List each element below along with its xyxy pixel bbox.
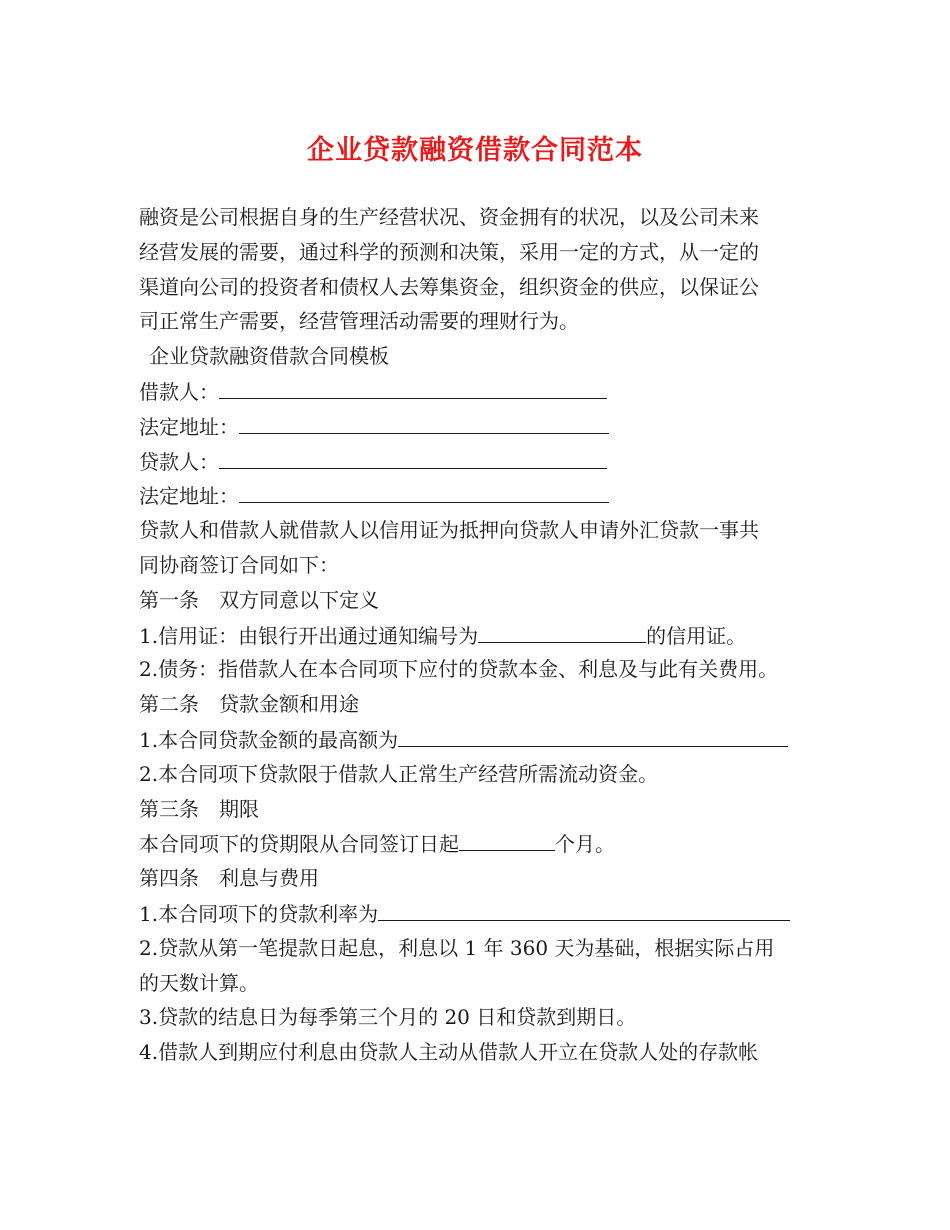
article-4-item-4: 4.借款人到期应付利息由贷款人主动从借款人开立在贷款人处的存款帐	[139, 1040, 759, 1065]
article-3-item	[139, 826, 829, 861]
article-4-item-1	[139, 896, 829, 931]
lender-address-label: 法定地址：	[139, 484, 239, 509]
article-4-item-3: 3.贷款的结息日为每季第三个月的 20 日和贷款到期日。	[139, 1005, 637, 1030]
article-4-item-2-line-2: 的天数计算。	[139, 970, 259, 995]
preamble-line: 同协商签订合同如下：	[139, 552, 339, 577]
intro-line: 经营发展的需要，通过科学的预测和决策，采用一定的方式，从一定的	[139, 239, 759, 264]
intro-line: 司正常生产需要，经营管理活动需要的理财行为。	[139, 309, 579, 334]
document-body	[139, 200, 829, 1070]
loan-term-months-blank	[459, 826, 555, 851]
article-2-item-1-prefix: 1.本合同贷款金额的最高额为	[139, 727, 399, 752]
article-1-heading: 第一条 双方同意以下定义	[139, 587, 379, 612]
lender-blank	[219, 444, 607, 469]
article-1-item-1	[139, 618, 829, 653]
article-3-heading: 第三条 期限	[139, 796, 259, 821]
lender-line	[139, 444, 829, 479]
article-4-item-1-prefix: 1.本合同项下的贷款利率为	[139, 901, 379, 926]
article-3-item-prefix: 本合同项下的贷期限从合同签订日起	[139, 832, 459, 857]
article-1-item-1-prefix: 1.信用证：由银行开出通过通知编号为	[139, 623, 479, 648]
article-3-item-suffix: 个月。	[555, 832, 615, 857]
interest-rate-blank	[378, 896, 790, 921]
template-heading: 企业贷款融资借款合同模板	[149, 344, 389, 369]
lender-address-blank	[239, 478, 609, 503]
article-2-heading: 第二条 贷款金额和用途	[139, 692, 359, 717]
lender-label: 贷款人：	[139, 449, 219, 474]
document-title: 企业贷款融资借款合同范本	[307, 135, 643, 166]
borrower-address-blank	[239, 409, 609, 434]
article-1-item-1-suffix: 的信用证。	[646, 623, 747, 648]
borrower-address-label: 法定地址：	[139, 414, 239, 439]
intro-line: 融资是公司根据自身的生产经营状况、资金拥有的状况，以及公司未来	[139, 205, 759, 229]
max-loan-amount-blank	[398, 722, 788, 747]
article-4-item-2-line-1: 2.贷款从第一笔提款日起息，利息以 1 年 360 天为基础，根据实际占用	[139, 935, 775, 960]
lender-address-line	[139, 478, 829, 513]
borrower-label: 借款人：	[139, 379, 219, 404]
borrower-address-line	[139, 409, 829, 444]
article-1-item-2: 2.债务：指借款人在本合同项下应付的贷款本金、利息及与此有关费用。	[139, 657, 779, 682]
article-2-item-2: 2.本合同项下贷款限于借款人正常生产经营所需流动资金。	[139, 761, 659, 786]
intro-line: 渠道向公司的投资者和债权人去筹集资金，组织资金的供应，以保证公	[139, 274, 759, 299]
article-4-heading: 第四条 利息与费用	[139, 866, 319, 891]
borrower-blank	[219, 374, 607, 399]
article-2-item-1	[139, 722, 829, 757]
borrower-line	[139, 374, 829, 409]
preamble-line: 贷款人和借款人就借款人以信用证为抵押向贷款人申请外汇贷款一事共	[139, 518, 759, 543]
letter-of-credit-number-blank	[478, 618, 646, 643]
